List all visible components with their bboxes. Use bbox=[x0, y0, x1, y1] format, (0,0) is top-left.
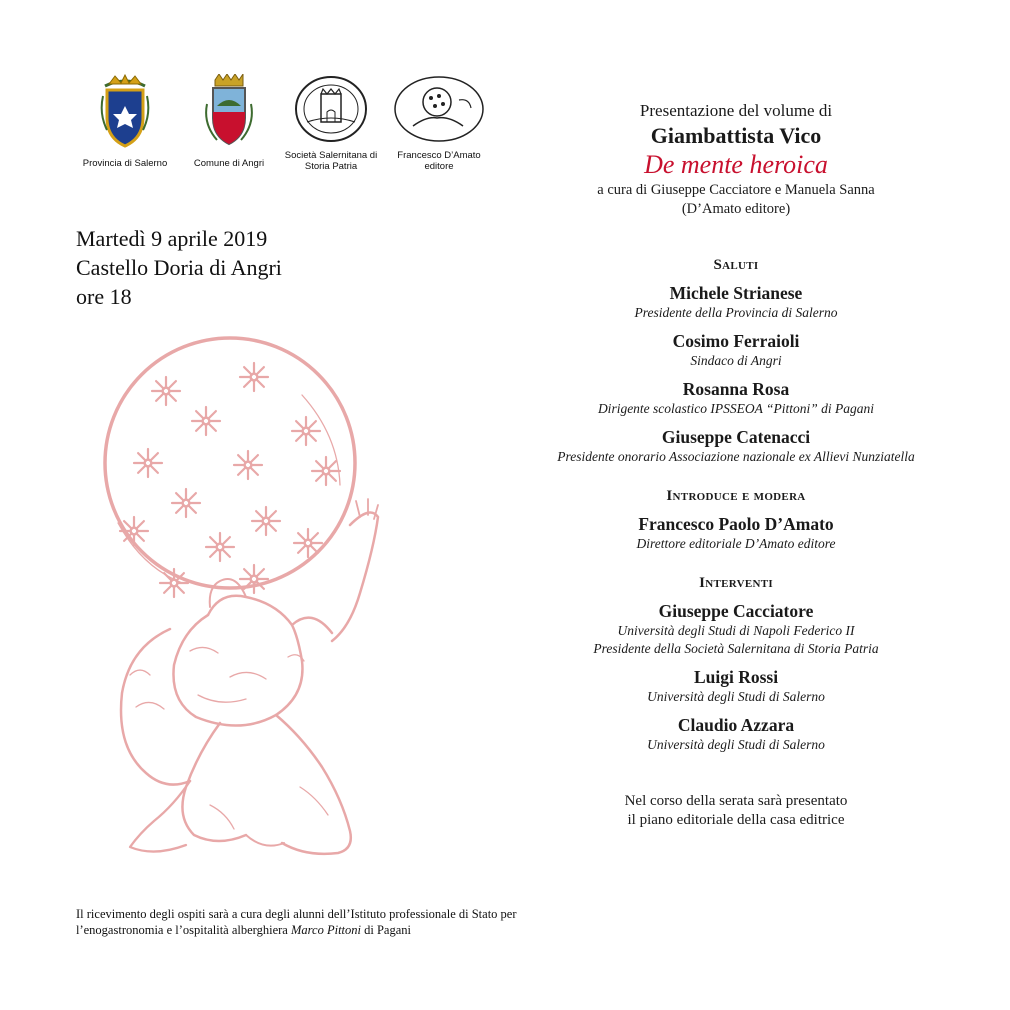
section-introduce: Introduce e modera bbox=[666, 488, 806, 504]
closing-line: Nel corso della serata sarà presentato bbox=[624, 793, 848, 809]
speaker-role: Università degli Studi di Napoli Federico II bbox=[617, 623, 855, 638]
program-column bbox=[490, 96, 982, 830]
saluti-list bbox=[490, 283, 982, 466]
logo-label-damato: Francesco D’Amato editore bbox=[397, 150, 481, 172]
section-saluti: Saluti bbox=[713, 257, 759, 273]
speaker bbox=[490, 331, 982, 370]
book-editors: a cura di Giuseppe Cacciatore e Manuela Sanna bbox=[597, 182, 875, 198]
atlas-globe-icon bbox=[70, 335, 430, 895]
book-publisher: (D’Amato editore) bbox=[681, 201, 791, 217]
speaker-name: Michele Strianese bbox=[669, 283, 803, 303]
event-details bbox=[76, 224, 282, 311]
reception-note-end: di Pagani bbox=[361, 923, 411, 937]
section-interventi: Interventi bbox=[699, 575, 773, 591]
event-time: ore 18 bbox=[76, 284, 132, 309]
speaker-role: Dirigente scolastico IPSSEOA “Pittoni” di Pagani bbox=[597, 401, 875, 416]
logo-label-provincia: Provincia di Salerno bbox=[82, 158, 168, 169]
speaker-name: Giuseppe Catenacci bbox=[661, 427, 811, 447]
publisher-emblem-icon bbox=[393, 74, 485, 144]
speaker-role: Sindaco di Angri bbox=[690, 353, 782, 368]
reception-note-text: Il ricevimento degli ospiti sarà a cura degli alunni dell’Istituto professionale di Stato per l’enogastronomia e l’ospitalità alberghiera bbox=[76, 907, 517, 937]
province-crest-icon bbox=[95, 74, 155, 152]
logo-label-comune: Comune di Angri bbox=[193, 158, 265, 169]
speaker bbox=[490, 379, 982, 418]
speaker bbox=[490, 283, 982, 322]
speaker-role: Presidente della Società Salernitana di Storia Patria bbox=[593, 641, 879, 656]
reception-school-name: Marco Pittoni bbox=[290, 923, 361, 937]
interventi-list bbox=[490, 601, 982, 754]
speaker bbox=[490, 601, 982, 658]
logo-damato bbox=[384, 74, 494, 172]
closing-note bbox=[490, 792, 982, 830]
speaker-name: Cosimo Ferraioli bbox=[672, 331, 800, 351]
speaker bbox=[490, 667, 982, 706]
speaker-role: Direttore editoriale D’Amato editore bbox=[636, 536, 836, 551]
closing-line: il piano editoriale della casa editrice bbox=[627, 812, 845, 828]
speaker-name: Francesco Paolo D’Amato bbox=[638, 514, 834, 534]
event-place: Castello Doria di Angri bbox=[76, 255, 282, 280]
book-title: De mente heroica bbox=[644, 150, 828, 179]
speaker-name: Rosanna Rosa bbox=[682, 379, 790, 399]
speaker bbox=[490, 715, 982, 754]
moderator bbox=[490, 514, 982, 553]
logo-provincia bbox=[70, 74, 180, 169]
speaker bbox=[490, 427, 982, 466]
logo-comune bbox=[174, 74, 284, 169]
presentation-intro: Presentazione del volume di bbox=[639, 101, 833, 120]
speaker-role: Presidente della Provincia di Salerno bbox=[634, 305, 838, 320]
speaker bbox=[490, 514, 982, 553]
speaker-role: Università degli Studi di Salerno bbox=[647, 689, 825, 704]
logo-strip bbox=[70, 74, 500, 186]
speaker-name: Claudio Azzara bbox=[677, 715, 795, 735]
logo-societa bbox=[276, 74, 386, 172]
logo-label-societa: Società Salernitana di Storia Patria bbox=[284, 150, 378, 172]
reception-note bbox=[76, 906, 536, 938]
speaker-role: Presidente onorario Associazione nazionale ex Allievi Nunziatella bbox=[557, 449, 915, 464]
society-seal-icon bbox=[293, 74, 369, 144]
book-author: Giambattista Vico bbox=[650, 123, 822, 148]
speaker-name: Luigi Rossi bbox=[693, 667, 779, 687]
speaker-name: Giuseppe Cacciatore bbox=[658, 601, 814, 621]
speaker-role: Università degli Studi di Salerno bbox=[647, 737, 825, 752]
town-crest-icon bbox=[199, 74, 259, 152]
event-date: Martedì 9 aprile 2019 bbox=[76, 226, 268, 251]
